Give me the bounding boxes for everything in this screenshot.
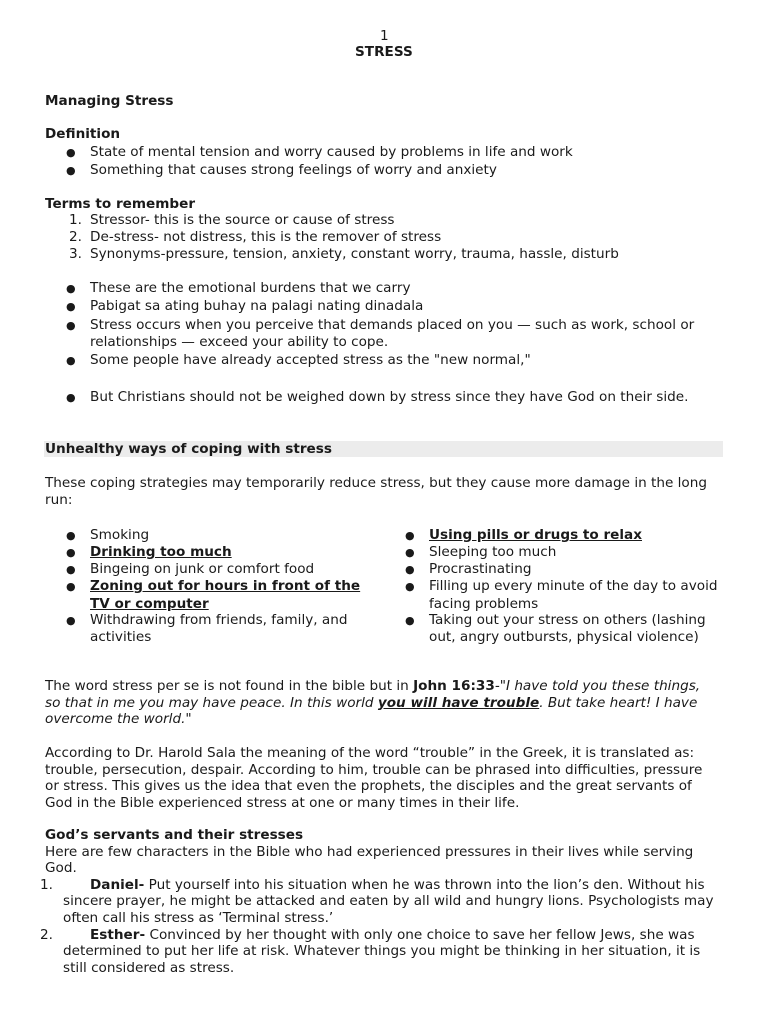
- term-item: Synonyms-pressure, tension, anxiety, constant worry, trauma, hassle, disturb: [90, 246, 619, 262]
- term-item: Stressor- this is the source or cause of stress: [90, 212, 395, 228]
- coping-item: Using pills or drugs to relax: [429, 527, 642, 543]
- paragraph-line: [45, 695, 697, 712]
- definition-heading: Definition: [45, 126, 121, 142]
- coping-item: Taking out your stress on others (lashing: [429, 612, 706, 628]
- bullet-icon: ●: [66, 282, 76, 295]
- servant-text: Convinced by her thought with only one choice to save her fellow Jews, she was: [145, 927, 695, 943]
- intro-text: These coping strategies may temporarily reduce stress, but they cause more damage in the long: [45, 475, 707, 491]
- scripture-emphasis: you will have trouble: [377, 695, 540, 711]
- servant-item-continued: sincere prayer, he might be attacked and eaten by all wild and hungry lions. Psychologists may: [63, 893, 714, 909]
- note-item-continued: relationships — exceed your ability to cope.: [90, 334, 389, 350]
- coping-item-continued: TV or computer: [90, 596, 209, 612]
- coping-item: Drinking too much: [90, 544, 232, 560]
- coping-item-continued: out, angry outbursts, physical violence): [429, 629, 699, 645]
- term-item: De-stress- not distress, this is the remover of stress: [90, 229, 442, 245]
- servant-name: Esther-: [90, 927, 146, 943]
- list-number: 3.: [69, 246, 82, 262]
- coping-item: Bingeing on junk or comfort food: [90, 561, 315, 577]
- list-number: 2.: [69, 229, 82, 245]
- paragraph-line: God.: [45, 860, 77, 876]
- bullet-icon: ●: [66, 391, 76, 404]
- page-title: STRESS: [355, 44, 413, 60]
- servant-item: [90, 877, 705, 894]
- scripture-quote: . But take heart! I have: [539, 695, 698, 711]
- paragraph-line: God in the Bible experienced stress at one or many times in their life.: [45, 795, 520, 811]
- list-number: 1.: [40, 877, 53, 893]
- bullet-icon: ●: [66, 563, 76, 576]
- servant-item-continued: determined to put her life at risk. Whatever things you might be thinking in her situation, it is: [63, 943, 701, 959]
- terms-heading: Terms to remember: [45, 196, 196, 212]
- servant-item: [90, 927, 695, 944]
- scripture-quote: so that in me you may have peace. In this world: [45, 695, 378, 711]
- bullet-icon: ●: [66, 164, 76, 177]
- paragraph-line: [45, 678, 700, 695]
- section-heading: Unhealthy ways of coping with stress: [45, 441, 332, 457]
- coping-item-continued: activities: [90, 629, 152, 645]
- note-item: But Christians should not be weighed down by stress since they have God on their side.: [90, 389, 689, 405]
- bullet-icon: ●: [66, 300, 76, 313]
- coping-item: Filling up every minute of the day to avoid: [429, 578, 718, 594]
- bullet-icon: ●: [66, 546, 76, 559]
- bullet-icon: ●: [405, 614, 415, 627]
- note-item: These are the emotional burdens that we carry: [90, 280, 411, 296]
- servant-text: Put yourself into his situation when he was thrown into the lion’s den. Without his: [144, 877, 705, 893]
- list-number: 1.: [69, 212, 82, 228]
- coping-item: Sleeping too much: [429, 544, 557, 560]
- scripture-quote: -"I have told you these things,: [494, 678, 701, 694]
- coping-item: Zoning out for hours in front of the: [90, 578, 361, 594]
- paragraph-line: trouble, persecution, despair. According to him, trouble can be phrased into difficulties, pressure: [45, 762, 703, 778]
- bullet-icon: ●: [66, 319, 76, 332]
- note-item: Some people have already accepted stress as the "new normal,": [90, 352, 531, 368]
- coping-item: Withdrawing from friends, family, and: [90, 612, 348, 628]
- plain-text: The word stress per se is not found in the bible but in: [45, 678, 414, 694]
- bullet-icon: ●: [66, 529, 76, 542]
- page-number: 1: [380, 28, 389, 44]
- section-heading: Managing Stress: [45, 93, 174, 109]
- coping-item-continued: facing problems: [429, 596, 539, 612]
- coping-item: Smoking: [90, 527, 150, 543]
- servant-name: Daniel-: [90, 877, 145, 893]
- bullet-icon: ●: [66, 146, 76, 159]
- bullet-icon: ●: [405, 529, 415, 542]
- note-item: Pabigat sa ating buhay na palagi nating dinadala: [90, 298, 424, 314]
- paragraph-line: overcome the world.": [45, 711, 192, 727]
- note-item: Stress occurs when you perceive that demands placed on you — such as work, school or: [90, 317, 695, 333]
- coping-item: Procrastinating: [429, 561, 532, 577]
- paragraph-line: or stress. This gives us the idea that even the prophets, the disciples and the great servants of: [45, 778, 692, 794]
- bullet-icon: ●: [405, 580, 415, 593]
- paragraph-line: Here are few characters in the Bible who had experienced pressures in their lives while serving: [45, 844, 694, 860]
- bullet-icon: ●: [66, 614, 76, 627]
- definition-item: State of mental tension and worry caused by problems in life and work: [90, 144, 573, 160]
- bullet-icon: ●: [405, 563, 415, 576]
- bullet-icon: ●: [405, 546, 415, 559]
- bullet-icon: ●: [66, 580, 76, 593]
- bullet-icon: ●: [66, 354, 76, 367]
- definition-item: Something that causes strong feelings of worry and anxiety: [90, 162, 497, 178]
- scripture-reference: John 16:33: [413, 678, 495, 694]
- servant-item-continued: often call his stress as ‘Terminal stress.’: [63, 910, 334, 926]
- paragraph-line: According to Dr. Harold Sala the meaning of the word “trouble” in the Greek, it is translated as:: [45, 745, 695, 761]
- section-heading: God’s servants and their stresses: [45, 827, 304, 843]
- servant-item-continued: still considered as stress.: [63, 960, 235, 976]
- intro-text: run:: [45, 492, 73, 508]
- list-number: 2.: [40, 927, 53, 943]
